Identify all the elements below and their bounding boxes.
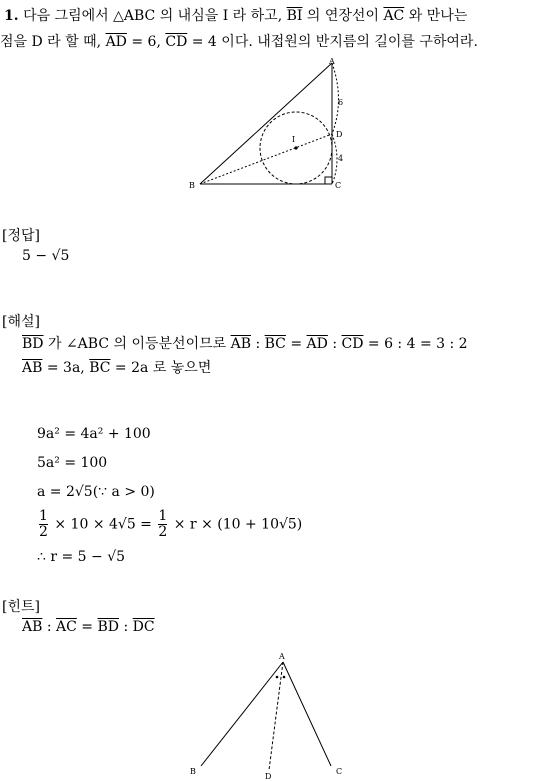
equation-2: 5a² = 100 — [37, 455, 108, 471]
eq4-left: × 10 × 4√5 = — [54, 516, 152, 533]
sol2-seg-ab: $\overline{AB}$ — [22, 360, 43, 376]
segment-cd: $\overline{CD}$ — [165, 34, 188, 50]
label-d: D — [336, 130, 343, 139]
sol-ratio: = 6 : 4 = 3 : 2 — [367, 336, 468, 352]
equation-5: ∴ r = 5 − √5 — [37, 549, 126, 565]
problem-text-1c: 와 만나는 — [408, 8, 468, 24]
hint-seg-ab: $\overline{AB}$ — [22, 619, 43, 635]
sol2-seg-bc: $\overline{BC}$ — [89, 360, 111, 376]
sol2-tail: 로 놓으면 — [152, 360, 212, 376]
angle-mark-left — [276, 676, 279, 679]
hint-seg-ac: $\overline{AC}$ — [56, 619, 77, 635]
sol2-eq1: = 3a, — [46, 360, 85, 376]
solution-line-1: $\overline{BD}$ 가 ∠ABC 의 이등분선이므로 $\overline{AB}$ : $\overline{BC} = \overline{AD}$ : $\overline{CD} = 6$ : 4 = 3 : 2 — [22, 336, 468, 352]
fig2-label-b: B — [190, 767, 196, 776]
eq-ad: = 6, — [131, 34, 161, 50]
eq4-right: × r × (10 + 10√5) — [173, 516, 303, 533]
segment-ac: $\overline{AC}$ — [383, 8, 405, 24]
incenter-dot — [294, 146, 297, 149]
label-four: 4 — [338, 154, 344, 163]
fig2-label-a: A — [279, 652, 285, 661]
triangle-incircle-figure — [180, 55, 360, 195]
line-ad-2 — [269, 662, 283, 770]
fig2-label-c: C — [336, 767, 343, 776]
sol-seg-ab: $\overline{AB}$ — [230, 336, 251, 352]
arc-dc — [332, 134, 337, 184]
sol2-eq2: = 2a — [114, 360, 149, 376]
problem-number: 1. — [4, 8, 19, 24]
sol-seg-bd: $\overline{BD}$ — [22, 336, 44, 352]
label-i: I — [292, 135, 296, 144]
sol-seg-ad: $\overline{AD}$ — [306, 336, 328, 352]
problem-text-1b: 의 연장선이 — [306, 8, 379, 24]
answer-value: 5 − √5 — [22, 248, 70, 264]
hint-header: [힌트] — [2, 599, 40, 615]
hint-line: $\overline{AB}$ : $\overline{AC} = \overline{BD}$ : $\overline{DC}$ — [22, 619, 155, 635]
fraction-half-2: $\frac{1}{2}$ — [158, 508, 168, 540]
sol-seg-cd: $\overline{CD}$ — [341, 336, 364, 352]
line-bd — [200, 134, 332, 184]
label-b: B — [189, 181, 195, 190]
label-c: C — [335, 181, 342, 190]
sol-seg-bc: $\overline{BC}$ — [264, 336, 286, 352]
line-ab — [200, 63, 332, 184]
hint-seg-dc: $\overline{DC}$ — [132, 619, 155, 635]
equation-3: a = 2√5(∵ a > 0) — [37, 484, 155, 500]
fraction-half-1: $\frac{1}{2}$ — [39, 508, 48, 540]
equation-4 — [37, 509, 302, 540]
angle-bisector-figure — [185, 648, 355, 781]
problem-text-2a: 점을 D 라 할 때, — [0, 34, 102, 50]
problem-line-2 — [0, 32, 478, 53]
equation-1: 9a² = 4a² + 100 — [37, 426, 151, 442]
sol-text-1: 가 ∠ABC 의 이등분선이므로 — [47, 336, 227, 352]
answer-header: [정답] — [2, 228, 40, 244]
line-ab-2 — [201, 662, 283, 766]
solution-line-2 — [22, 357, 211, 377]
problem-text-2b: 이다. 내접원의 반지름의 길이를 구하여라. — [221, 34, 478, 50]
segment-ad: $\overline{AD}$ — [105, 34, 127, 50]
eq-cd: = 4 — [191, 34, 217, 50]
hint-seg-bd: $\overline{BD}$ — [97, 619, 120, 635]
angle-mark-right — [283, 676, 286, 679]
segment-bi: $\overline{BI}$ — [286, 8, 303, 24]
right-angle-mark — [325, 177, 332, 184]
solution-header: [해설] — [2, 314, 40, 330]
problem-text-1a: 다음 그림에서 △ABC 의 내심을 I 라 하고, — [23, 8, 283, 24]
fig2-label-d: D — [265, 772, 272, 781]
label-a: A — [329, 57, 335, 66]
problem-line-1 — [4, 6, 467, 27]
label-six: 6 — [338, 98, 344, 107]
line-ac-2 — [283, 662, 331, 766]
